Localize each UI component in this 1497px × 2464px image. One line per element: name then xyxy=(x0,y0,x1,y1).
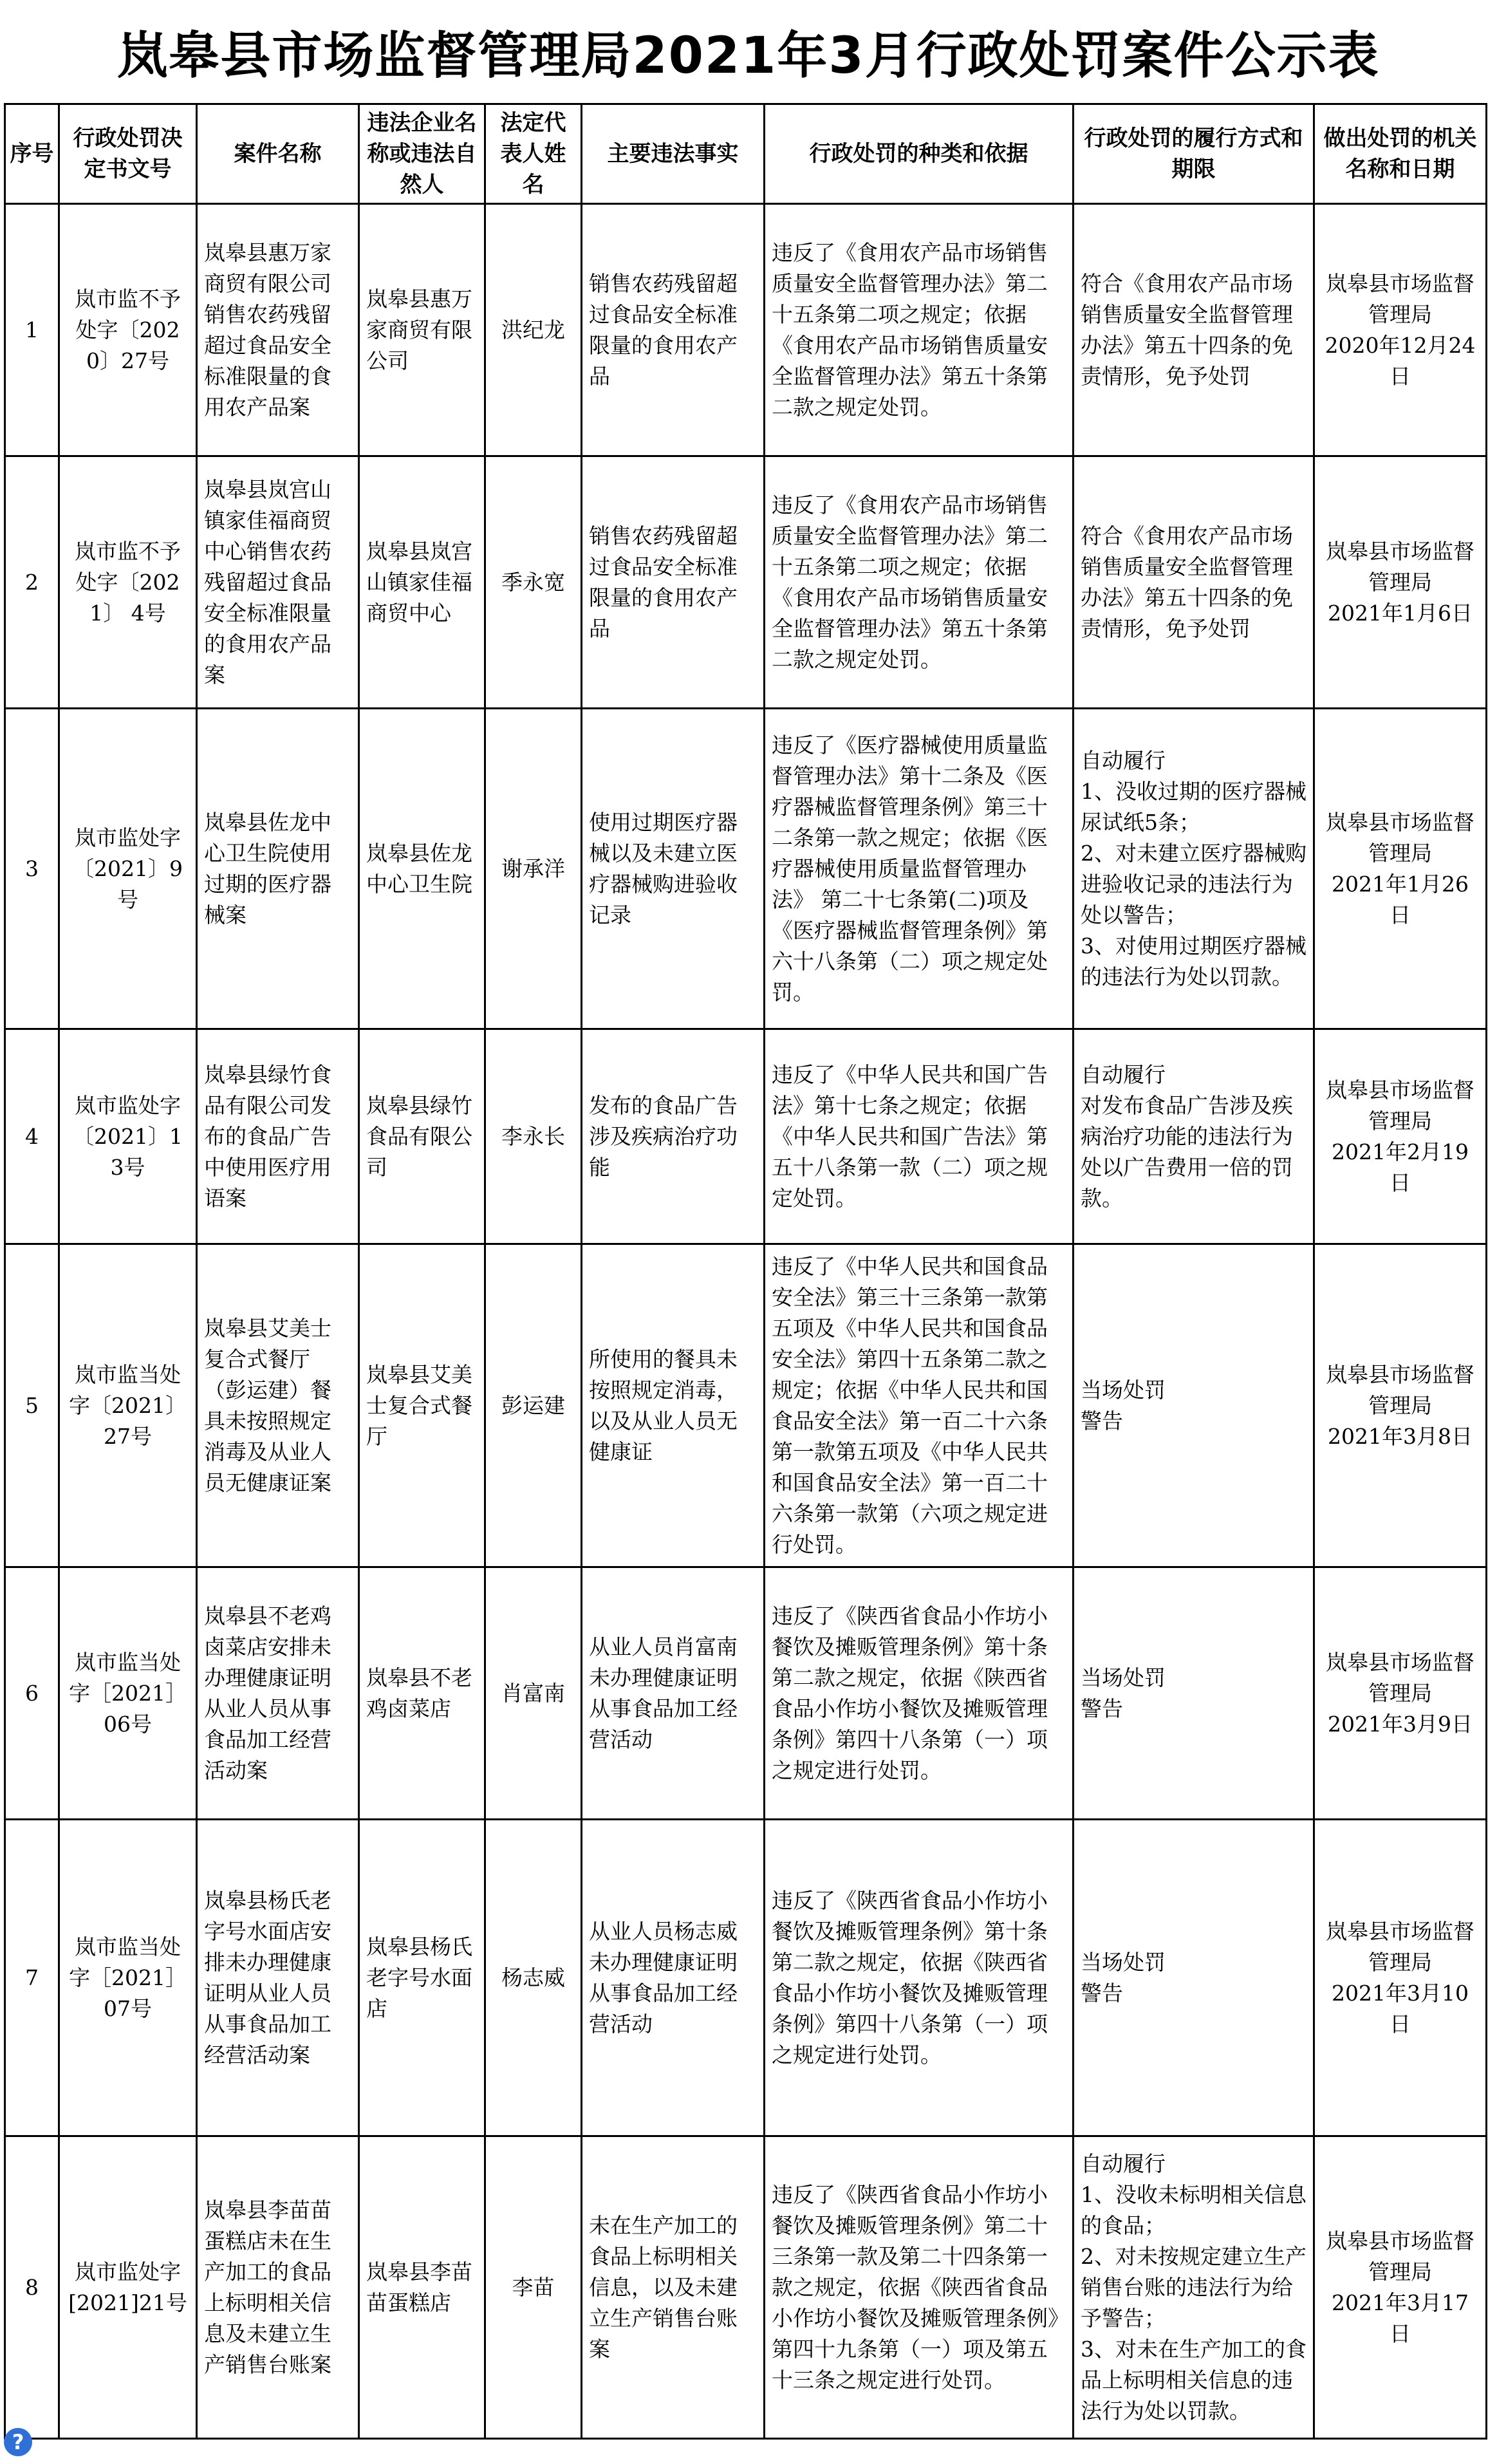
org-name: 岚皋县市场监督管理局 xyxy=(1326,809,1474,866)
cell-org xyxy=(1314,204,1487,456)
header-person: 法定代表人姓名 xyxy=(485,104,582,204)
cell-basis: 违反了《中华人民共和国广告法》第十七条之规定；依据《中华人民共和国广告法》第五十八条第一款（二）项之规定处罚。 xyxy=(765,1029,1074,1244)
decision-date: 2021年3月9日 xyxy=(1328,1711,1473,1737)
cell-exec: 当场处罚 警告 xyxy=(1074,1244,1314,1567)
cell-org xyxy=(1314,456,1487,709)
org-name: 岚皋县市场监督管理局 xyxy=(1326,1077,1474,1134)
cell-org xyxy=(1314,709,1487,1029)
table-row xyxy=(5,1820,1487,2136)
cell-basis: 违反了《陕西省食品小作坊小餐饮及摊贩管理条例》第十条第二款之规定，依据《陕西省食品小作坊小餐饮及摊贩管理条例》第四十八条第（一）项之规定进行处罚。 xyxy=(765,1567,1074,1820)
decision-date: 2021年3月8日 xyxy=(1328,1423,1473,1449)
cell-party: 岚皋县佐龙中心卫生院 xyxy=(359,709,485,1029)
table-row xyxy=(5,1567,1487,1820)
cell-basis: 违反了《食用农产品市场销售质量安全监督管理办法》第二十五条第二项之规定；依据《食用农产品市场销售质量安全监督管理办法》第五十条第二款之规定处罚。 xyxy=(765,204,1074,456)
cell-doc: 岚市监当处字［2021］06号 xyxy=(59,1567,197,1820)
cell-exec: 自动履行 对发布食品广告涉及疾病治疗功能的违法行为处以广告费用一倍的罚款。 xyxy=(1074,1029,1314,1244)
cell-case: 岚皋县李苗苗蛋糕店未在生产加工的食品上标明相关信息及未建立生产销售台账案 xyxy=(197,2136,359,2439)
cell-no: 7 xyxy=(5,1820,59,2136)
cell-org xyxy=(1314,1567,1487,1820)
cell-party: 岚皋县绿竹食品有限公司 xyxy=(359,1029,485,1244)
cell-person: 季永宽 xyxy=(485,456,582,709)
cell-facts: 使用过期医疗器械以及未建立医疗器械购进验收记录 xyxy=(582,709,765,1029)
decision-date: 2021年2月19日 xyxy=(1332,1139,1469,1195)
header-party: 违法企业名称或违法自然人 xyxy=(359,104,485,204)
cell-exec: 自动履行 1、没收过期的医疗器械尿试纸5条； 2、对未建立医疗器械购进验收记录的违法行为处以警告； 3、对使用过期医疗器械的违法行为处以罚款。 xyxy=(1074,709,1314,1029)
cell-no: 4 xyxy=(5,1029,59,1244)
penalty-table xyxy=(4,103,1487,2440)
cell-doc: 岚市监处字〔2021〕13号 xyxy=(59,1029,197,1244)
header-no: 序号 xyxy=(5,104,59,204)
cell-facts: 从业人员肖富南未办理健康证明从事食品加工经营活动 xyxy=(582,1567,765,1820)
header-facts: 主要违法事实 xyxy=(582,104,765,204)
cell-no: 5 xyxy=(5,1244,59,1567)
cell-person: 李苗 xyxy=(485,2136,582,2439)
cell-doc: 岚市监当处字［2021］07号 xyxy=(59,1820,197,2136)
cell-no: 3 xyxy=(5,709,59,1029)
decision-date: 2021年3月17日 xyxy=(1332,2290,1469,2346)
cell-facts: 销售农药残留超过食品安全标准限量的食用农产品 xyxy=(582,456,765,709)
cell-doc: 岚市监当处字〔2021〕27号 xyxy=(59,1244,197,1567)
cell-case: 岚皋县绿竹食品有限公司发布的食品广告中使用医疗用语案 xyxy=(197,1029,359,1244)
page-title: 岚皋县市场监督管理局2021年3月行政处罚案件公示表 xyxy=(117,27,1380,85)
cell-person: 彭运建 xyxy=(485,1244,582,1567)
cell-doc: 岚市监不予处字〔2021〕 4号 xyxy=(59,456,197,709)
org-name: 岚皋县市场监督管理局 xyxy=(1326,538,1474,595)
cell-exec: 当场处罚 警告 xyxy=(1074,1567,1314,1820)
cell-basis: 违反了《医疗器械使用质量监督管理办法》第十二条及《医疗器械监督管理条例》第三十二条第一款之规定；依据《医疗器械使用质量监督管理办法》 第二十七条第(二)项及《医疗器械监督管理条例》第六十八条第（二）项之规定处罚。 xyxy=(765,709,1074,1029)
decision-date: 2021年1月6日 xyxy=(1328,600,1473,626)
table-row xyxy=(5,709,1487,1029)
cell-person: 肖富南 xyxy=(485,1567,582,1820)
cell-party: 岚皋县杨氏老字号水面店 xyxy=(359,1820,485,2136)
cell-no: 1 xyxy=(5,204,59,456)
cell-doc: 岚市监处字[2021]21号 xyxy=(59,2136,197,2439)
cell-person: 杨志威 xyxy=(485,1820,582,2136)
org-name: 岚皋县市场监督管理局 xyxy=(1326,2228,1474,2284)
table-row xyxy=(5,456,1487,709)
cell-basis: 违反了《陕西省食品小作坊小餐饮及摊贩管理条例》第十条第二款之规定，依据《陕西省食品小作坊小餐饮及摊贩管理条例》第四十八条第（一）项之规定进行处罚。 xyxy=(765,1820,1074,2136)
cell-party: 岚皋县李苗苗蛋糕店 xyxy=(359,2136,485,2439)
table-row xyxy=(5,1029,1487,1244)
cell-party: 岚皋县不老鸡卤菜店 xyxy=(359,1567,485,1820)
cell-case: 岚皋县艾美士复合式餐厅（彭运建）餐具未按照规定消毒及从业人员无健康证案 xyxy=(197,1244,359,1567)
org-name: 岚皋县市场监督管理局 xyxy=(1326,270,1474,327)
cell-case: 岚皋县惠万家商贸有限公司销售农药残留超过食品安全标准限量的食用农产品案 xyxy=(197,204,359,456)
decision-date: 2021年1月26日 xyxy=(1332,871,1469,928)
cell-facts: 所使用的餐具未按照规定消毒，以及从业人员无健康证 xyxy=(582,1244,765,1567)
cell-case: 岚皋县佐龙中心卫生院使用过期的医疗器械案 xyxy=(197,709,359,1029)
cell-case: 岚皋县杨氏老字号水面店安排未办理健康证明从业人员从事食品加工经营活动案 xyxy=(197,1820,359,2136)
header-org: 做出处罚的机关名称和日期 xyxy=(1314,104,1487,204)
header-row xyxy=(5,104,1487,204)
cell-basis: 违反了《食用农产品市场销售质量安全监督管理办法》第二十五条第二项之规定；依据《食用农产品市场销售质量安全监督管理办法》第五十条第二款之规定处罚。 xyxy=(765,456,1074,709)
cell-no: 2 xyxy=(5,456,59,709)
cell-doc: 岚市监不予处字〔2020〕27号 xyxy=(59,204,197,456)
cell-basis: 违反了《陕西省食品小作坊小餐饮及摊贩管理条例》第二十三条第一款及第二十四条第一款之规定，依据《陕西省食品小作坊小餐饮及摊贩管理条例》第四十九条第（一）项及第五十三条之规定进行处罚。 xyxy=(765,2136,1074,2439)
header-exec: 行政处罚的履行方式和期限 xyxy=(1074,104,1314,204)
cell-facts: 发布的食品广告涉及疾病治疗功能 xyxy=(582,1029,765,1244)
table-row xyxy=(5,2136,1487,2439)
table-row xyxy=(5,204,1487,456)
cell-exec: 自动履行 1、没收未标明相关信息的食品； 2、对未按规定建立生产销售台账的违法行为给予警告； 3、对未在生产加工的食品上标明相关信息的违法行为处以罚款。 xyxy=(1074,2136,1314,2439)
cell-person: 李永长 xyxy=(485,1029,582,1244)
cell-facts: 未在生产加工的食品上标明相关信息，以及未建立生产销售台账案 xyxy=(582,2136,765,2439)
cell-doc: 岚市监处字〔2021〕9号 xyxy=(59,709,197,1029)
decision-date: 2020年12月24日 xyxy=(1325,332,1476,389)
org-name: 岚皋县市场监督管理局 xyxy=(1326,1918,1474,1975)
cell-exec: 符合《食用农产品市场销售质量安全监督管理办法》第五十四条的免责情形，免予处罚 xyxy=(1074,204,1314,456)
cell-party: 岚皋县艾美士复合式餐厅 xyxy=(359,1244,485,1567)
cell-exec: 当场处罚 警告 xyxy=(1074,1820,1314,2136)
cell-no: 8 xyxy=(5,2136,59,2439)
header-doc: 行政处罚决定书文号 xyxy=(59,104,197,204)
cell-case: 岚皋县不老鸡卤菜店安排未办理健康证明从业人员从事食品加工经营活动案 xyxy=(197,1567,359,1820)
org-name: 岚皋县市场监督管理局 xyxy=(1326,1361,1474,1418)
cell-org xyxy=(1314,1244,1487,1567)
cell-person: 洪纪龙 xyxy=(485,204,582,456)
org-name: 岚皋县市场监督管理局 xyxy=(1326,1649,1474,1706)
cell-org xyxy=(1314,1029,1487,1244)
cell-org xyxy=(1314,1820,1487,2136)
decision-date: 2021年3月10日 xyxy=(1332,1980,1469,2037)
header-case: 案件名称 xyxy=(197,104,359,204)
header-basis: 行政处罚的种类和依据 xyxy=(765,104,1074,204)
cell-no: 6 xyxy=(5,1567,59,1820)
cell-exec: 符合《食用农产品市场销售质量安全监督管理办法》第五十四条的免责情形，免予处罚 xyxy=(1074,456,1314,709)
cell-org xyxy=(1314,2136,1487,2439)
cell-facts: 从业人员杨志威未办理健康证明从事食品加工经营活动 xyxy=(582,1820,765,2136)
cell-person: 谢承洋 xyxy=(485,709,582,1029)
question-icon[interactable]: ? xyxy=(4,2428,32,2456)
table-row xyxy=(5,1244,1487,1567)
cell-basis: 违反了《中华人民共和国食品安全法》第三十三条第一款第五项及《中华人民共和国食品安全法》第四十五条第二款之规定；依据《中华人民共和国食品安全法》第一百二十六条第一款第五项及《中华人民共和国食品安全法》第一百二十六条第一款第（六项之规定进行处罚。 xyxy=(765,1244,1074,1567)
cell-party: 岚皋县岚宫山镇家佳福商贸中心 xyxy=(359,456,485,709)
cell-party: 岚皋县惠万家商贸有限公司 xyxy=(359,204,485,456)
cell-facts: 销售农药残留超过食品安全标准限量的食用农产品 xyxy=(582,204,765,456)
cell-case: 岚皋县岚宫山镇家佳福商贸中心销售农药残留超过食品安全标准限量的食用农产品案 xyxy=(197,456,359,709)
